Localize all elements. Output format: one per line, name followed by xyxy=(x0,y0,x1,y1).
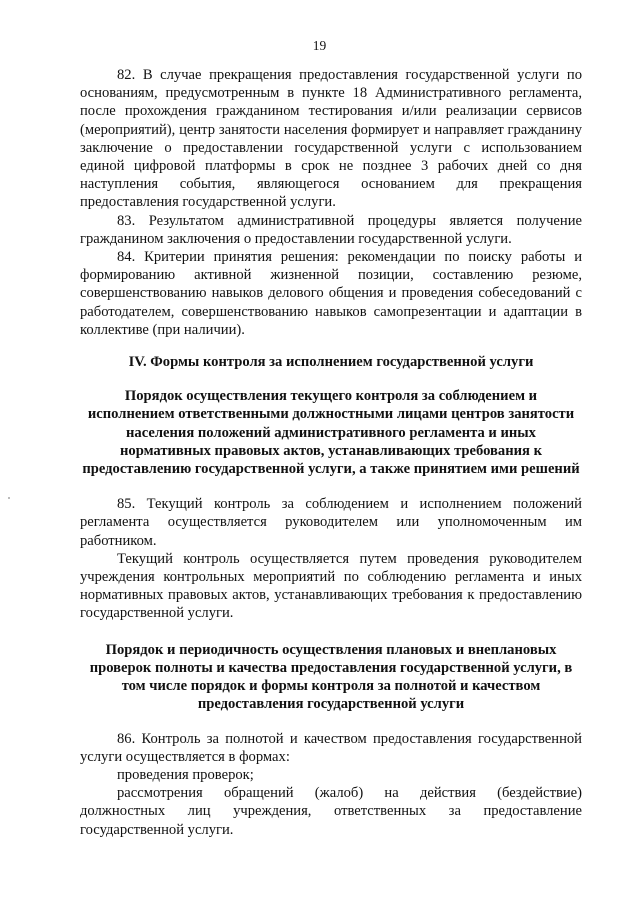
paragraph-86-item-complaints: рассмотрения обращений (жалоб) на действия (бездействие) должностных лиц учреждения, ответственных за предоставление государственной услуги. xyxy=(80,785,582,838)
paragraph-83: 83. Результатом административной процедуры является получение гражданином заключения о предоставлении государственной услуги. xyxy=(80,212,582,247)
subheading-current-control: Порядок осуществления текущего контроля за соблюдением и исполнением ответственными должностными лицами центров занятости населения положений административного регламента и иных нормативных правовых актов, устанавливающих требования к предоставлению государственной услуги, а также принятием ими решений xyxy=(82,388,580,478)
page-number: 19 xyxy=(312,38,327,53)
section-title-iv: IV. Формы контроля за исполнением государственной услуги xyxy=(128,354,534,371)
paragraph-85-continued: Текущий контроль осуществляется путем проведения руководителем учреждения контрольных мероприятий по соблюдению регламента и иных нормативных правовых актов, устанавливающих требования к предоставлению государственной услуги. xyxy=(80,550,582,622)
subheading-inspections: Порядок и периодичность осуществления плановых и внеплановых проверок полноты и качества предоставления государственной услуги, в том числе порядок и формы контроля за полнотой и качеством предоставления государственной услуги xyxy=(89,641,573,713)
scan-artifact xyxy=(8,497,10,499)
paragraph-86-item-checks: проведения проверок; xyxy=(117,766,254,783)
paragraph-84: 84. Критерии принятия решения: рекомендации по поиску работы и формированию активной жизненной позиции, составлению резюме, совершенствованию навыков делового общения и проведения собеседований с работодателем, совершенствованию навыков самопрезентации и адаптации в коллективе (при наличии). xyxy=(80,249,582,338)
paragraph-86: 86. Контроль за полнотой и качеством предоставления государственной услуги осуществляется в формах: xyxy=(80,730,582,765)
paragraph-85: 85. Текущий контроль за соблюдением и исполнением положений регламента осуществляется руководителем или уполномоченным им работником. xyxy=(80,496,582,549)
paragraph-82: 82. В случае прекращения предоставления государственной услуги по основаниям, предусмотренным в пункте 18 Административного регламента, после прохождения гражданином тестирования и/или реализации сервисов (мероприятий), центр занятости населения формирует и направляет гражданину заключение о предоставлении государственной услуги с использованием единой цифровой платформы в срок не позднее 3 рабочих дней со дня наступления события, являющегося основанием для прекращения предоставления государственной услуги. xyxy=(80,67,582,211)
document-body xyxy=(80,66,582,839)
